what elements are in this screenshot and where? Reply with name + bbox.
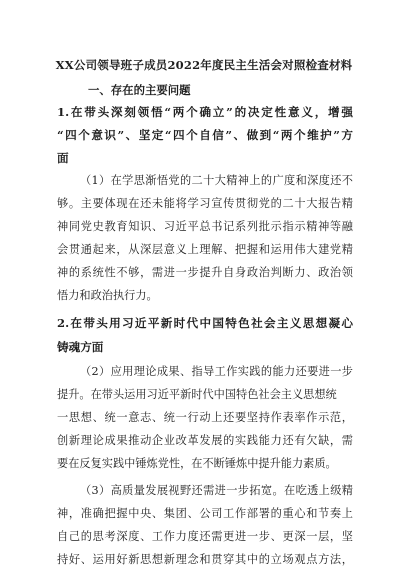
item-heading-line: 1.在带头深刻领悟“两个确立”的决定性意义，增强: [57, 105, 353, 119]
paragraph-line: 自己的思考深度、工作力度还需更进一步、更深一层，坚: [57, 530, 353, 543]
paragraph-line: 持好、运用好新思想新理念和贯穿其中的立场观点方法，: [57, 553, 353, 566]
paragraph-line: 悟力和政治执行力。: [57, 289, 158, 302]
paragraph-line: 创新理论成果推动企业改革发展的实践能力还有欠缺，需: [57, 434, 353, 447]
item-heading-line: 2.在带头用习近平新时代中国特色社会主义思想凝心: [57, 316, 353, 330]
paragraph-line: 神的系统性不够，需进一步提升自身政治判断力、政治领: [57, 266, 353, 279]
paragraph-line: 提升。在带头运用习近平新时代中国特色社会主义思想统: [57, 388, 337, 401]
item-heading-line: 铸魂方面: [57, 340, 104, 354]
paragraph-line: 会贯通起来，从深层意义上理解、把握和运用伟大建党精: [57, 243, 353, 256]
item-heading-line: 面: [57, 151, 69, 165]
paragraph-line: 神同党史教育知识、习近平总书记系列批示指示精神等融: [57, 220, 353, 233]
section-heading: 一、存在的主要问题: [88, 83, 191, 97]
paragraph-line: 一思想、统一意志、统一行动上还要坚持作表率作示范，: [57, 411, 353, 424]
item-heading-line: “四个意识”、坚定“四个自信”、做到“两个维护”方: [57, 128, 353, 142]
paragraph-line: 够。主要体现在还未能将学习宣传贯彻党的二十大报告精: [57, 197, 353, 210]
document-title: XX公司领导班子成员2022年度民主生活会对照检查材料: [55, 58, 353, 72]
paragraph-line: （2）应用理论成果、指导工作实践的能力还要进一步: [80, 365, 353, 378]
paragraph-line: 神，准确把握中央、集团、公司工作部署的重心和节奏上: [57, 507, 353, 520]
paragraph-line: 要在反复实践中锤炼党性，在不断锤炼中提升能力素质。: [57, 457, 337, 470]
paragraph-line: （3）高质量发展视野还需进一步拓宽。在吃透上级精: [80, 484, 353, 497]
paragraph-line: （1）在学思渐悟党的二十大精神上的广度和深度还不: [80, 174, 353, 187]
